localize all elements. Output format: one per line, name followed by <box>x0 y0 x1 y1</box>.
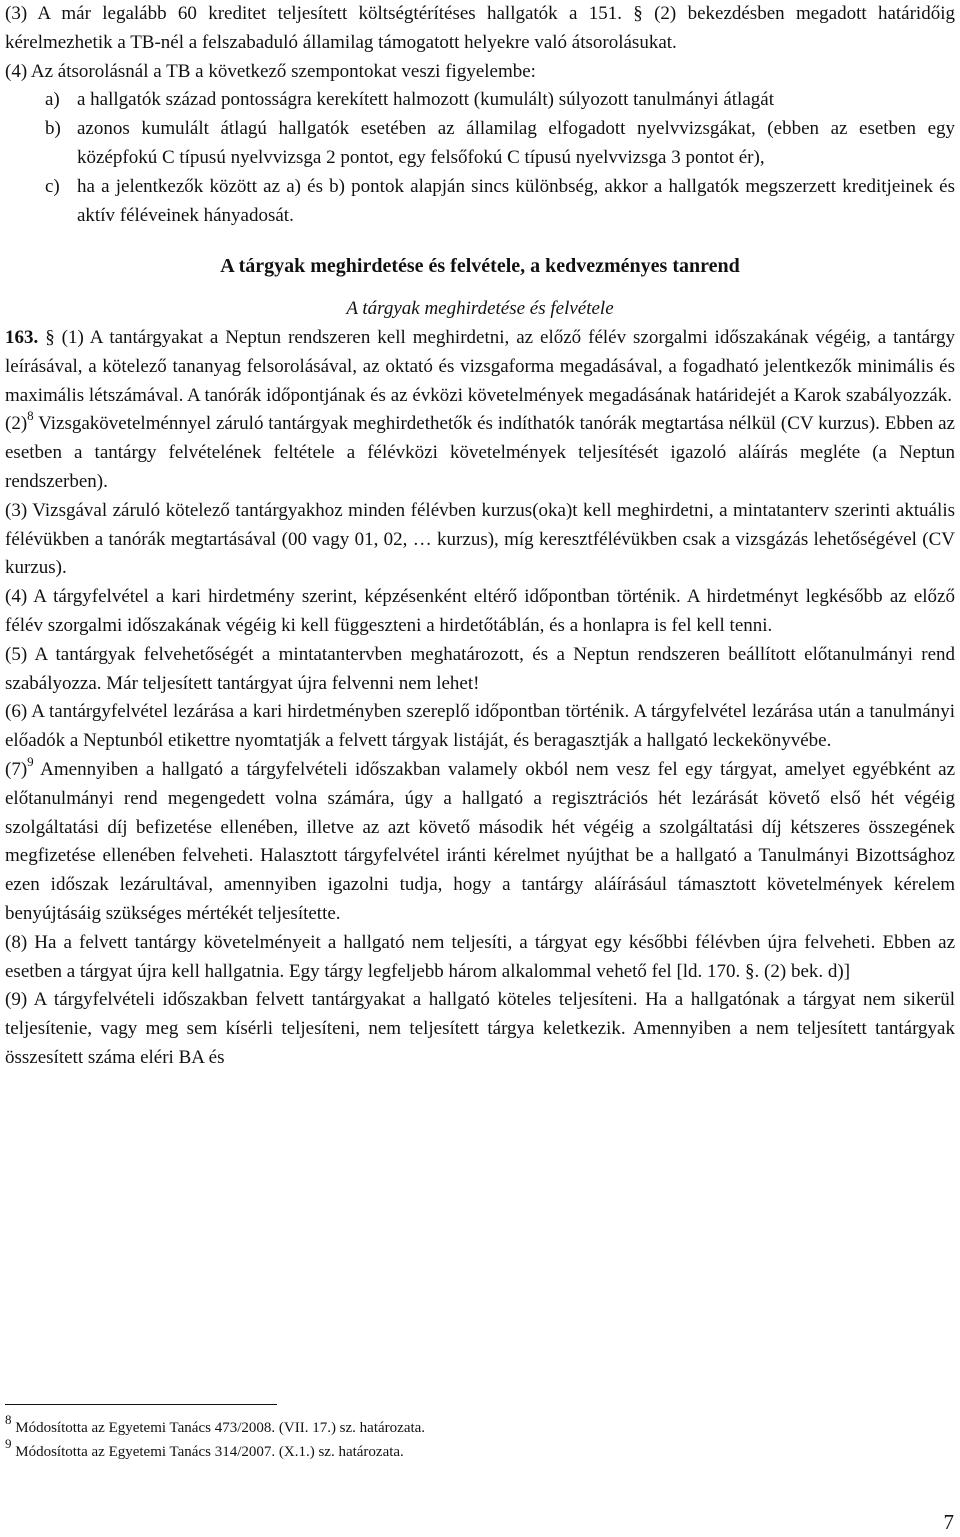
section-163-para-6: (6) A tantárgyfelvétel lezárása a kari hirdetményben szereplő időpontban történik. A tárgyfelvétel lezárása után a tanulmányi előadók a Neptunból etikettre nyomtatják a felvett tárgyak listáját, és beragasztják a hallgató leckekönyvébe. <box>5 701 955 752</box>
section-163-para-7 <box>5 753 955 929</box>
para-1-text: (1) A tantárgyakat a Neptun rendszeren kell meghirdetni, az előző félév szorgalmi időszakának végéig, a tantárgy leírásával, a kötelező tananyag felsorolásával, az oktató és vizsgaforma megadásával, a fogadható jelentkezők minimális és maximális létszámával. A tanórák időpontjának és az évközi követelmények megadásának határidejét a Karok szabályozzák. <box>5 326 956 406</box>
footnote-text: Módosította az Egyetemi Tanács 473/2008. (VII. 17.) sz. határozata. <box>11 1420 426 1436</box>
section-163-para-5: (5) A tantárgyak felvehetőségét a mintatantervben meghatározott, és a Neptun rendszeren beállított előtanulmányi rend szabályozza. Már teljesített tantárgyat újra felvenni nem lehet! <box>5 643 955 694</box>
footnotes <box>5 1412 955 1464</box>
list-item-label: c) <box>45 175 60 197</box>
section-163-para-2 <box>5 410 955 496</box>
section-163-para-3: (3) Vizsgával záruló kötelező tantárgyakhoz minden félévben kurzus(oka)t kell meghirdetni, a mintatanterv szerinti aktuális félévükben a tanórák megtartásával (00 vagy 01, 02, … kurzus), míg keresztfélévükben csak a vizsgázás lehetőségével (CV kurzus). <box>5 499 955 579</box>
footnote-9 <box>5 1436 955 1464</box>
para-7-text: Amennyiben a hallgató a tárgyfelvételi időszakban valamely okból nem vesz fel egy tárgyat, amelyet egyébként az előtanulmányi rend megengedett volna számára, úgy a hallgató a regisztrációs hét lezárását követő első hét végéig szolgáltatási díj befizetése ellenében, illetve az azt követő második hét végéig a szolgáltatási díj kétszeres összegének megfizetése ellenében felveheti. Halasztott tárgyfelvétel iránti kérelmet nyújthat be a hallgató a Tanulmányi Bizottsághoz ezen időszak lezárultával, amennyiben igazolni tudja, hogy a tantárgy aláírásául támasztott követelmények kérelem benyújtásáig szükséges mértékét teljesítette. <box>5 758 955 924</box>
list-item-label: b) <box>45 118 61 140</box>
section-163-para-8: (8) Ha a felvett tantárgy követelményeit a hallgató nem teljesíti, a tárgyat egy későbbi félévben újra felveheti. Ebben az esetben a tárgyat újra kell hallgatnia. Egy tárgy legfeljebb három alkalommal vehető fel [ld. 170. §. (2) bek. d)] <box>5 931 955 982</box>
footnote-ref-8[interactable]: 8 <box>27 408 34 424</box>
footnote-8 <box>5 1412 955 1440</box>
section-subheading: A tárgyak meghirdetése és felvétele <box>346 298 614 320</box>
paragraph-3: (3) A már legalább 60 kreditet teljesített költségtérítéses hallgatók a 151. § (2) bekezdésben megadott határidőig kérelmezhetik a TB-nél a felszabaduló államilag támogatott helyekre való átsorolásukat. <box>5 3 955 53</box>
section-number: 163. <box>5 326 39 348</box>
page-number: 7 <box>943 1510 954 1534</box>
section-163-para-9: (9) A tárgyfelvételi időszakban felvett tantárgyakat a hallgató köteles teljesíteni. Ha a hallgatónak a tárgyat nem sikerül teljesítenie, vagy meg sem kísérli teljesíteni, nem teljesített tárgya keletkezik. Amennyiben a nem teljesített tantárgyak összesített száma eléri BA és <box>5 989 955 1068</box>
list-item-text: ha a jelentkezők között az a) és b) pontok alapján sincs különbség, akkor a hallgatók megszerzett kreditjeinek és aktív féléveinek hányadosát. <box>77 175 955 226</box>
section-sign: § <box>45 326 55 348</box>
list-item <box>45 173 955 231</box>
para-7-label: (7) <box>5 758 28 780</box>
list-item-text: a hallgatók század pontosságra kerekített halmozott (kumulált) súlyozott tanulmányi átlagát <box>77 89 774 111</box>
section-163-para-1 <box>5 324 955 410</box>
list-item <box>45 86 955 115</box>
list-item <box>45 115 955 173</box>
section-heading: A tárgyak meghirdetése és felvétele, a kedvezményes tanrend <box>220 255 740 278</box>
list-item-label: a) <box>45 89 60 111</box>
paragraph-4: (4) Az átsorolásnál a TB a következő szempontokat veszi figyelembe: <box>5 60 536 82</box>
footnote-number: 8 <box>5 1412 12 1427</box>
footnote-number: 9 <box>5 1436 12 1451</box>
section-163-para-4: (4) A tárgyfelvétel a kari hirdetmény szerint, képzésenként eltérő időpontban történik. A hirdetményt legkésőbb az előző félév szorgalmi időszakának végéig ki kell függeszteni a hirdetőtáblán, és a honlapra is fel kell tenni. <box>5 586 955 636</box>
document-page <box>5 0 955 1073</box>
para-2-label: (2) <box>5 413 28 435</box>
footnote-text: Módosította az Egyetemi Tanács 314/2007. (X.1.) sz. határozata. <box>11 1444 404 1460</box>
criteria-list <box>5 86 955 230</box>
footnote-divider <box>5 1404 277 1405</box>
para-2-text: Vizsgakövetelménnyel záruló tantárgyak meghirdethetők és indíthatók tanórák megtartása nélkül (CV kurzus). Ebben az esetben a tantárgy felvételének feltétele a félévközi követelmények teljesítését igazoló aláírás megléte (a Neptun rendszerben). <box>5 413 955 492</box>
list-item-text: azonos kumulált átlagú hallgatók esetében az államilag elfogadott nyelvvizsgákat, (ebben az esetben egy középfokú C típusú nyelvvizsga 2 pontot, egy felsőfokú C típusú nyelvvizsga 3 pontot ér), <box>77 118 955 168</box>
footnote-ref-9[interactable]: 9 <box>27 753 34 769</box>
